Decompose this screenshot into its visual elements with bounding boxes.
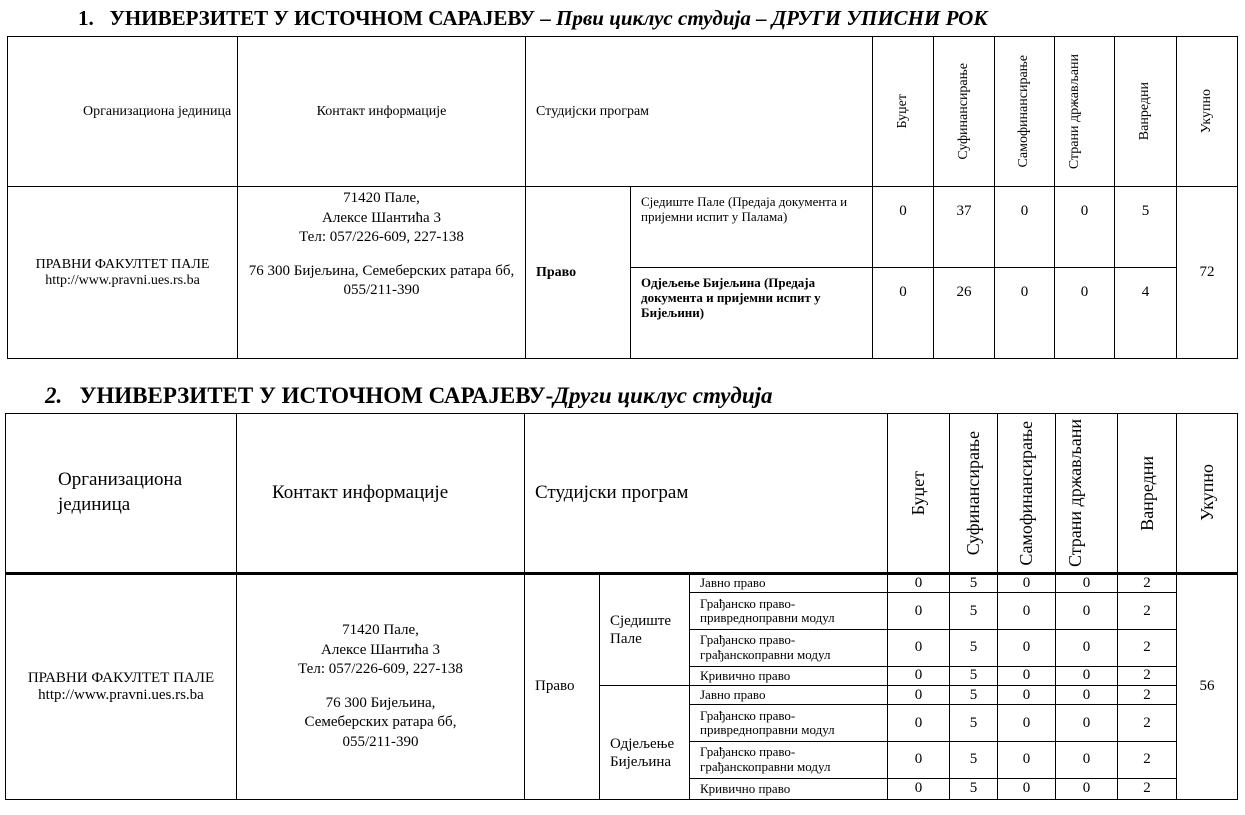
program-cell: Право bbox=[526, 187, 631, 359]
header-selffinanced: Самофинансирање bbox=[995, 37, 1055, 187]
org-name: ПРАВНИ ФАКУЛТЕТ ПАЛЕ bbox=[35, 256, 210, 272]
value-cell: 0 bbox=[1056, 666, 1118, 685]
module-name: Јавно право bbox=[690, 685, 888, 704]
module-name: Грађанско право- привредноправни модул bbox=[690, 705, 888, 742]
header-org: Организациона јединица bbox=[6, 414, 237, 574]
section2-title-main: УНИВЕРЗИТЕТ У ИСТОЧНОМ САРАЈЕВУ- bbox=[79, 383, 554, 408]
header-contact: Контакт информације bbox=[237, 414, 525, 574]
module-row bbox=[6, 573, 1238, 592]
value-cell: 5 bbox=[950, 685, 998, 704]
contact-cell: 71420 Пале, Алексе Шантића 3 Тел: 057/226-609, 227-138 76 300 Бијељина, Семеберских ратара бб, 055/211-390 bbox=[237, 573, 525, 799]
header-foreign: Страни држављани bbox=[1056, 414, 1118, 574]
section1-header-row bbox=[8, 37, 1238, 187]
value-cell: 2 bbox=[1118, 685, 1177, 704]
value-cell: 0 bbox=[1055, 268, 1115, 359]
value-cell: 0 bbox=[995, 187, 1055, 268]
header-selffinanced: Самофинансирање bbox=[998, 414, 1056, 574]
value-cell: 0 bbox=[1056, 593, 1118, 630]
value-cell: 0 bbox=[888, 573, 950, 592]
total-cell: 72 bbox=[1177, 187, 1238, 359]
header-program: Студијски програм bbox=[525, 414, 888, 574]
module-name: Грађанско право- грађанскоправни модул bbox=[690, 741, 888, 778]
value-cell: 0 bbox=[998, 685, 1056, 704]
value-cell: 5 bbox=[950, 705, 998, 742]
value-cell: 0 bbox=[888, 741, 950, 778]
section1-number: 1. bbox=[78, 6, 94, 30]
value-cell: 2 bbox=[1118, 593, 1177, 630]
value-cell: 0 bbox=[1055, 187, 1115, 268]
header-budget: Буџет bbox=[873, 37, 934, 187]
total-cell: 56 bbox=[1177, 573, 1238, 799]
value-cell: 0 bbox=[998, 593, 1056, 630]
header-parttime: Ванредни bbox=[1118, 414, 1177, 574]
value-cell: 0 bbox=[1056, 685, 1118, 704]
location-pale: Сједиште Пале bbox=[600, 573, 690, 685]
section2-number: 2. bbox=[45, 383, 63, 408]
value-cell: 0 bbox=[998, 629, 1056, 666]
value-cell: 5 bbox=[950, 573, 998, 592]
location-bijeljina: Одјељење Бијељина (Предаја документа и пријемни испит у Бијељини) bbox=[631, 268, 873, 359]
value-cell: 0 bbox=[888, 593, 950, 630]
value-cell: 0 bbox=[998, 666, 1056, 685]
header-parttime: Ванредни bbox=[1115, 37, 1177, 187]
value-cell: 0 bbox=[1056, 778, 1118, 799]
value-cell: 0 bbox=[1056, 741, 1118, 778]
section2-title-italic: Други циклус студија bbox=[553, 383, 773, 408]
header-budget: Буџет bbox=[888, 414, 950, 574]
value-cell: 0 bbox=[998, 573, 1056, 592]
value-cell: 5 bbox=[950, 666, 998, 685]
header-cofinanced: Суфинансирање bbox=[950, 414, 998, 574]
value-cell: 2 bbox=[1118, 705, 1177, 742]
section1-table bbox=[7, 36, 1238, 359]
location-pale: Сједиште Пале (Предаја документа и пријемни испит у Палама) bbox=[631, 187, 873, 268]
module-name: Кривично право bbox=[690, 778, 888, 799]
value-cell: 5 bbox=[950, 741, 998, 778]
section2-header-row bbox=[6, 414, 1238, 574]
value-cell: 2 bbox=[1118, 629, 1177, 666]
section1-title-italic: Први циклус студија – ДРУГИ УПИСНИ РОК bbox=[556, 6, 988, 30]
value-cell: 5 bbox=[950, 778, 998, 799]
value-cell: 0 bbox=[888, 629, 950, 666]
section1-title-main: УНИВЕРЗИТЕТ У ИСТОЧНОМ САРАЈЕВУ – bbox=[109, 6, 551, 30]
value-cell: 4 bbox=[1115, 268, 1177, 359]
header-org: Организациона јединица bbox=[8, 37, 238, 187]
module-name: Јавно право bbox=[690, 573, 888, 592]
value-cell: 0 bbox=[888, 778, 950, 799]
value-cell: 0 bbox=[888, 685, 950, 704]
org-cell bbox=[6, 573, 237, 799]
section1-row-pale bbox=[8, 187, 1238, 268]
value-cell: 0 bbox=[998, 741, 1056, 778]
section1-heading bbox=[78, 6, 988, 31]
value-cell: 0 bbox=[995, 268, 1055, 359]
value-cell: 0 bbox=[1056, 705, 1118, 742]
value-cell: 0 bbox=[998, 705, 1056, 742]
module-name: Грађанско право- привредноправни модул bbox=[690, 593, 888, 630]
header-program: Студијски програм bbox=[526, 37, 873, 187]
value-cell: 0 bbox=[873, 268, 934, 359]
header-foreign: Страни држављани bbox=[1055, 37, 1115, 187]
contact-cell: 71420 Пале, Алексе Шантића 3 Тел: 057/226-609, 227-138 76 300 Бијељина, Семеберских ратара бб, 055/211-390 bbox=[238, 187, 526, 359]
value-cell: 5 bbox=[1115, 187, 1177, 268]
value-cell: 0 bbox=[1056, 629, 1118, 666]
value-cell: 2 bbox=[1118, 573, 1177, 592]
value-cell: 0 bbox=[873, 187, 934, 268]
value-cell: 2 bbox=[1118, 666, 1177, 685]
module-name: Грађанско право- грађанскоправни модул bbox=[690, 629, 888, 666]
org-name: ПРАВНИ ФАКУЛТЕТ ПАЛЕ bbox=[27, 669, 215, 686]
value-cell: 0 bbox=[1056, 573, 1118, 592]
value-cell: 26 bbox=[934, 268, 995, 359]
header-cofinanced: Суфинансирање bbox=[934, 37, 995, 187]
org-url[interactable]: http://www.pravni.ues.rs.ba bbox=[38, 686, 204, 703]
org-cell bbox=[8, 187, 238, 359]
value-cell: 5 bbox=[950, 593, 998, 630]
header-contact: Контакт информације bbox=[238, 37, 526, 187]
value-cell: 37 bbox=[934, 187, 995, 268]
value-cell: 2 bbox=[1118, 741, 1177, 778]
value-cell: 0 bbox=[888, 666, 950, 685]
module-name: Кривично право bbox=[690, 666, 888, 685]
location-bijeljina: Одјељење Бијељина bbox=[600, 685, 690, 799]
value-cell: 5 bbox=[950, 629, 998, 666]
org-url[interactable]: http://www.pravni.ues.rs.ba bbox=[45, 272, 200, 288]
section2-heading bbox=[45, 383, 773, 409]
header-total: Укупно bbox=[1177, 414, 1238, 574]
value-cell: 2 bbox=[1118, 778, 1177, 799]
program-cell: Право bbox=[525, 573, 600, 799]
value-cell: 0 bbox=[888, 705, 950, 742]
header-total: Укупно bbox=[1177, 37, 1238, 187]
section2-table bbox=[5, 413, 1238, 800]
value-cell: 0 bbox=[998, 778, 1056, 799]
